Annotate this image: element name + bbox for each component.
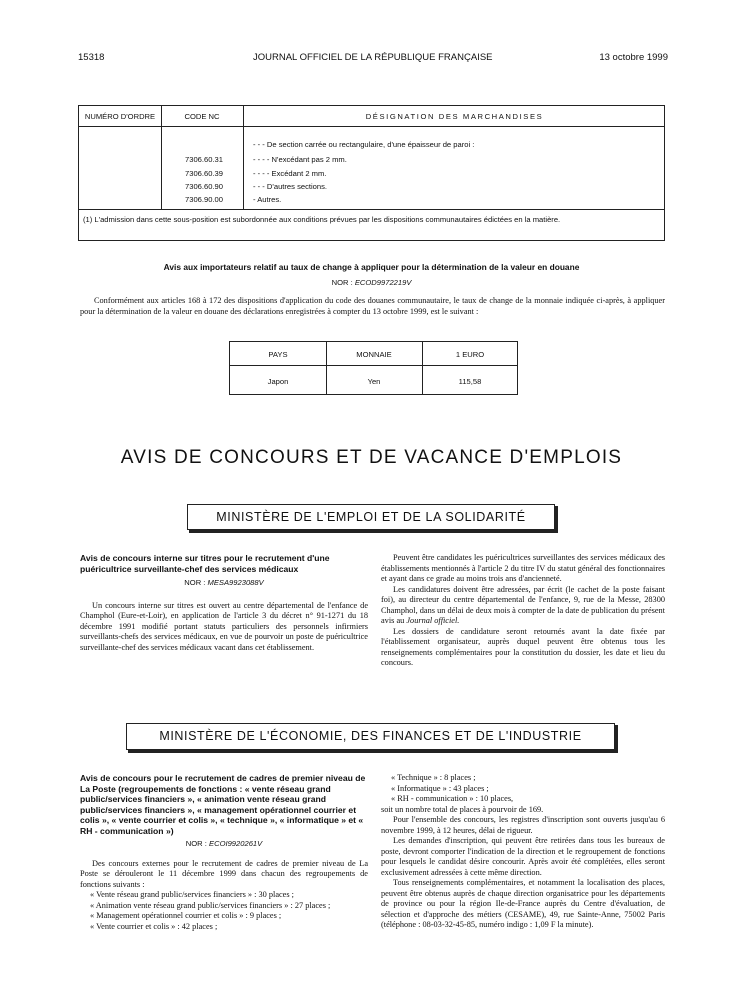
notice-paragraph: Des concours externes pour le recrutement de cadres de premier niveau de La Poste se dérouleront le 11 décembre 1999 dans chacun des regroupements de fonctions suivants : — [80, 858, 368, 889]
exchange-notice-title: Avis aux importateurs relatif au taux de change à appliquer pour la détermination de la valeur en douane — [163, 262, 580, 272]
nor-code: ECOD9972219V — [354, 278, 412, 287]
notice-nor — [80, 578, 368, 589]
list-item: « Vente réseau grand public/services financiers » : 30 places ; — [90, 890, 294, 899]
tariff-row-code: 7306.60.39 — [185, 169, 224, 178]
exchange-notice-body: Conformément aux articles 168 à 172 des dispositions d'application du code des douanes communautaire, le taux de change de la monnaie indiquée ci-après, à appliquer pour la détermination de la valeur en douane des déclarations enregistrées à compter du 13 octobre 1999, est le suivant : — [80, 296, 665, 316]
list-item: « Informatique » : 43 places ; — [391, 783, 489, 793]
notice-paragraph: Les dossiers de candidature seront retournés avant la date fixée par l'établissement organisateur, auprès duquel peuvent être obtenus tous les renseignements complémentaires pour la constitution du dossier, les date et lieu du concours. — [381, 626, 665, 667]
notice-nor — [80, 839, 368, 850]
nor-code: ECOI9920261V — [209, 839, 263, 848]
ministry1-left-column — [80, 553, 368, 653]
ministry2-right-column — [381, 773, 665, 931]
tariff-row-designation: - - - - Excédant 2 mm. — [253, 169, 327, 178]
list-item: « RH - communication » : 10 places, — [391, 794, 514, 803]
list-item: « Technique » : 8 places ; — [391, 773, 476, 782]
issue-date: 13 octobre 1999 — [599, 52, 668, 63]
page-header — [78, 52, 668, 66]
ministry2-left-column — [80, 773, 368, 932]
notice-title: Avis de concours interne sur titres pour le recrutement d'une puéricultrice surveillante-chef des services médicaux — [80, 553, 330, 574]
tariff-row-code: 7306.90.00 — [185, 195, 224, 204]
tariff-footnote: (1) L'admission dans cette sous-position est subordonnée aux conditions prévues par les dispositions communautaires édictées en la matière. — [79, 209, 664, 225]
ministry-heading: MINISTÈRE DE L'EMPLOI ET DE LA SOLIDARITÉ — [187, 504, 555, 530]
tariff-row-designation: - Autres. — [253, 195, 282, 204]
tariff-table — [78, 105, 665, 241]
ministry-heading: MINISTÈRE DE L'ÉCONOMIE, DES FINANCES ET DE L'INDUSTRIE — [126, 723, 615, 750]
exchange-header-currency: MONNAIE — [356, 350, 392, 359]
exchange-header-country: PAYS — [268, 350, 288, 359]
tariff-row-designation: - - - - N'excédant pas 2 mm. — [253, 155, 347, 164]
exchange-header-rate: 1 EURO — [455, 350, 485, 359]
journal-title: JOURNAL OFFICIEL DE LA RÉPUBLIQUE FRANÇAISE — [253, 52, 493, 63]
nor-label: NOR : — [331, 278, 353, 287]
notice-paragraph: Les demandes d'inscription, qui peuvent être retirées dans tous les bureaux de poste, devront comporter l'indication de la direction et le regroupement de fonctions pour lesquels le candidat désire concourir. Après avoir été complétées, elles seront exclusivement adressées à cette même direction. — [381, 836, 665, 877]
notice-paragraph: Un concours interne sur titres est ouvert au centre départemental de l'enfance de Champhol (Eure-et-Loir), en application de l'article 3 du décret n° 91-1271 du 18 décembre 1991 modifié portant statuts particuliers des personnels infirmiers surveillants-chefs des services médicaux, en vue de pourvoir un poste de puéricultrice surveillante-chef des services médicaux vacant dans cet établissement. — [80, 600, 368, 652]
tariff-row-code: 7306.60.90 — [185, 182, 224, 191]
exchange-cell-currency: Yen — [367, 377, 381, 386]
list-item: « Management opérationnel courrier et colis » : 9 places ; — [90, 911, 282, 920]
journal-reference: Journal officiel. — [406, 616, 460, 625]
nor-label: NOR : — [184, 578, 206, 587]
tariff-header-code: CODE NC — [184, 112, 220, 121]
tariff-row-designation: - - - De section carrée ou rectangulaire, d'une épaisseur de paroi : — [253, 140, 475, 149]
tariff-header-row — [79, 106, 664, 127]
nor-code: MESA9923088V — [207, 578, 264, 587]
tariff-divider — [161, 106, 162, 209]
places-total: soit un nombre total de places à pourvoir de 169. — [381, 804, 544, 814]
tariff-row-designation: - - - D'autres sections. — [253, 182, 328, 191]
tariff-header-order: NUMÉRO D'ORDRE — [84, 112, 156, 121]
nor-label: NOR : — [185, 839, 207, 848]
ministry1-right-column — [381, 553, 665, 669]
paragraph-text: Les candidatures doivent être adressées, par écrit (le cachet de la poste faisant foi), au directeur du centre départemental de l'enfance, 9, rue de la Messe, 28300 Champhol, dans un délai de deux mois à compter de la date de publication du présent avis au — [381, 584, 665, 625]
section-title: AVIS DE CONCOURS ET DE VACANCE D'EMPLOIS — [120, 447, 623, 468]
notice-paragraph: Pour l'ensemble des concours, les registres d'inscription sont ouverts jusqu'au 6 novembre 1999, à 12 heures, délai de rigueur. — [381, 815, 665, 835]
notice-paragraph — [381, 585, 665, 627]
tariff-row-code: 7306.60.31 — [185, 155, 224, 164]
notice-paragraph: Peuvent être candidates les puéricultrices surveillantes des services médicaux des établissements mentionnés à l'article 2 du titre IV du statut général des fonctionnaires et ayant dans ce grade au moins trois ans d'ancienneté. — [381, 553, 665, 583]
exchange-rate-table — [229, 341, 518, 395]
exchange-cell-country: Japon — [267, 377, 289, 386]
exchange-cell-rate: 115,58 — [458, 377, 482, 386]
tariff-header-designation: DÉSIGNATION DES MARCHANDISES — [365, 112, 544, 121]
list-item: « Animation vente réseau grand public/services financiers » : 27 places ; — [90, 900, 331, 910]
list-item: « Vente courrier et colis » : 42 places ; — [90, 921, 218, 931]
page-number: 15318 — [78, 52, 105, 63]
notice-title: Avis de concours pour le recrutement de cadres de premier niveau de La Poste (regroupements de fonctions : « vente réseau grand public/services financiers », « animation vente réseau grand public/services financiers », « management opérationnel courrier et colis », « vente courrier et colis », « technique », « informatique » et « RH - communication ») — [80, 773, 366, 836]
exchange-notice-nor — [78, 278, 665, 287]
notice-paragraph: Tous renseignements complémentaires, et notamment la localisation des places, peuvent être obtenus auprès de chaque direction organisatrice pour les départements de province ou pour la région Ile-de-France auprès du Centre d'évaluation, de sélection et d'approche des métiers (CESAME), 49, rue Sainte-Anne, 75002 Paris (téléphone : 08-03-32-45-85, numéro indigo : 1,09 F la minute). — [381, 878, 665, 929]
